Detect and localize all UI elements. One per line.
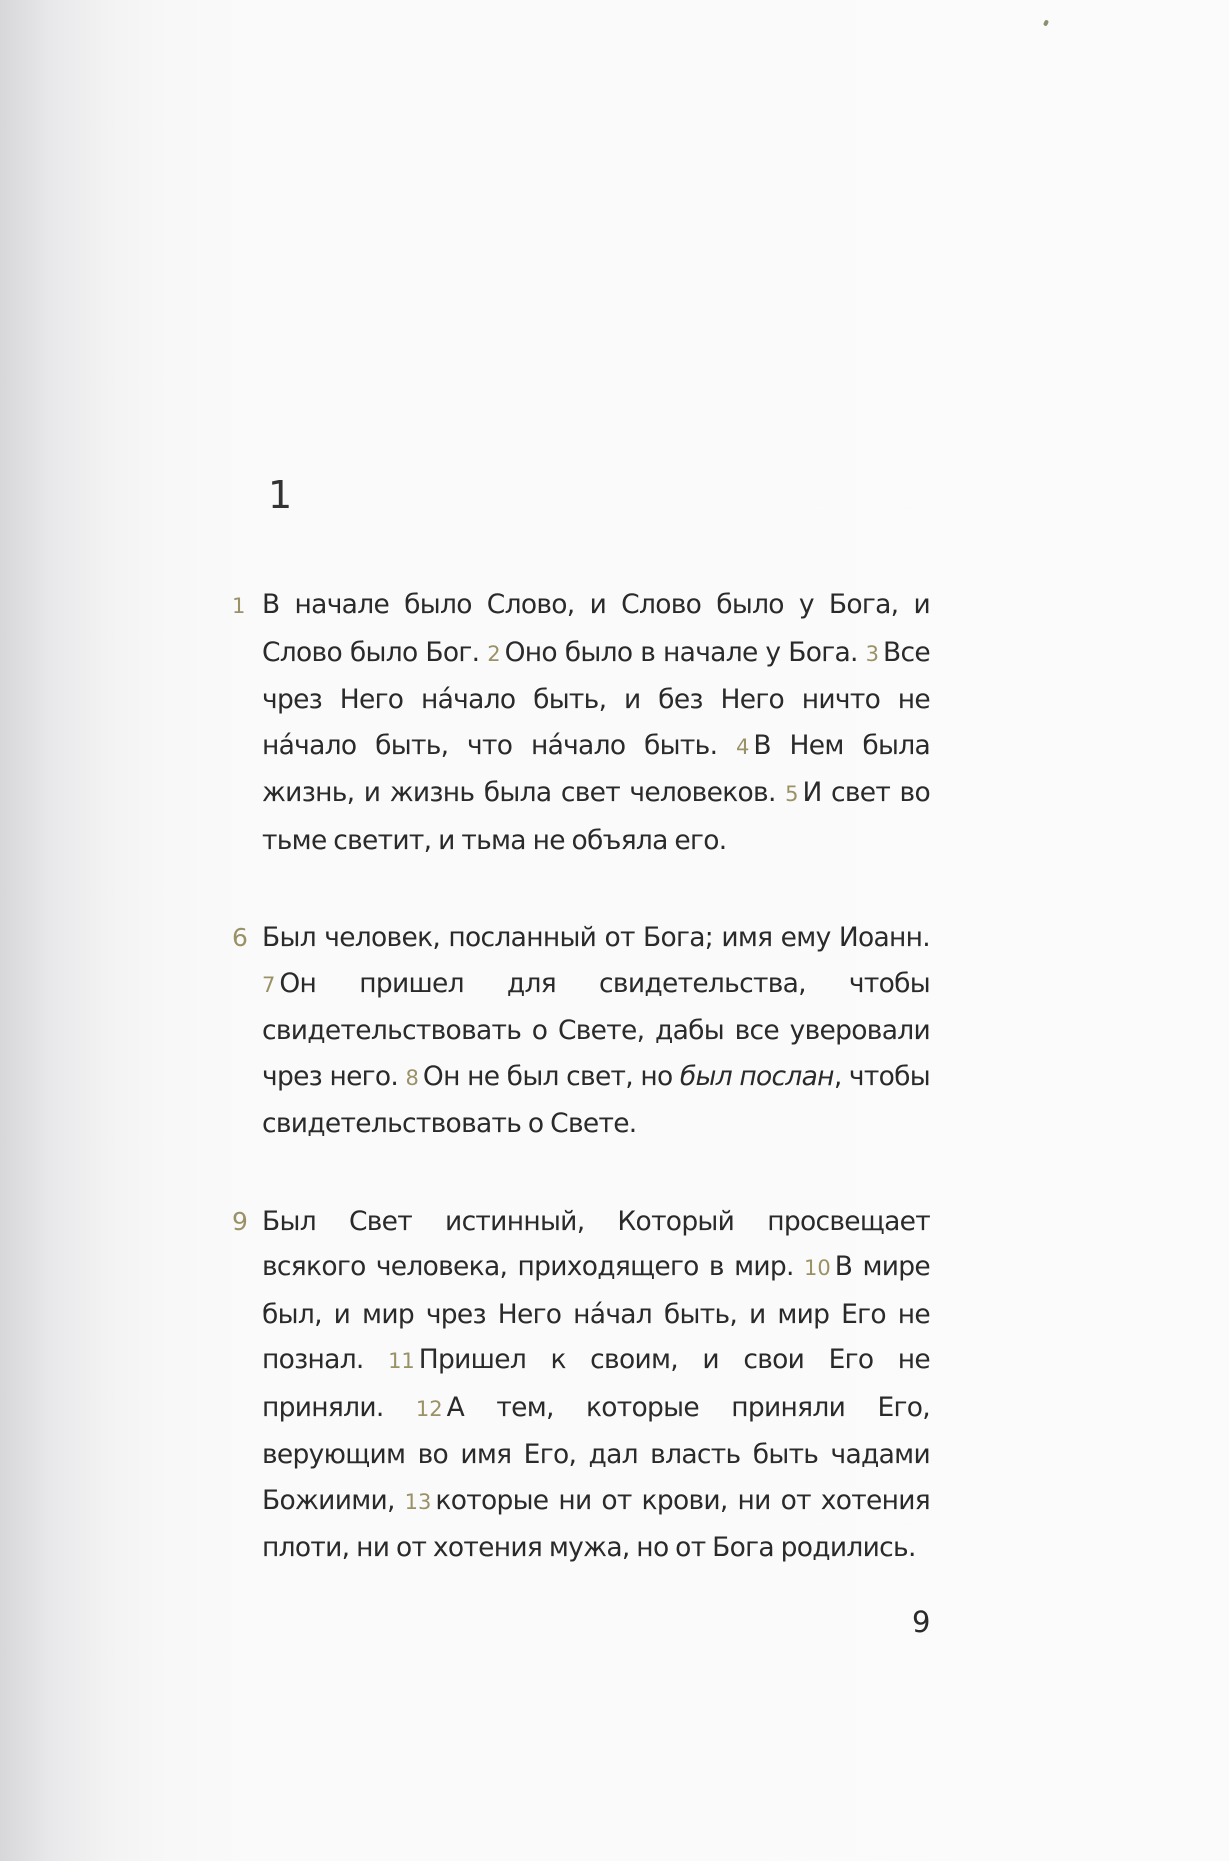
verse-text: Пришел к своим, и свои Его не приняли. bbox=[262, 1344, 930, 1423]
verse-number: 8 bbox=[405, 1065, 419, 1090]
paper-speck bbox=[1043, 19, 1049, 26]
verse-number: 12 bbox=[415, 1396, 443, 1421]
verse-text: А тем, которые приняли Его, верующим во имя Его, дал власть быть чадами Божиими, bbox=[262, 1391, 930, 1516]
verse-number: 5 bbox=[785, 782, 799, 806]
verse-number: 13 bbox=[404, 1489, 432, 1514]
paragraph-3 bbox=[232, 1199, 930, 1571]
verse-number: 2 bbox=[487, 641, 501, 666]
verse-text: Был Свет истинный, Который просвещает всякого человека, приходящего в мир. bbox=[262, 1205, 930, 1282]
verse-text: И свет во тьме светит, и тьма не объяла его. bbox=[262, 777, 930, 856]
paragraph-2 bbox=[232, 915, 930, 1147]
verse-number: 3 bbox=[865, 641, 880, 666]
verse-text: Оно было в начале у Бога. bbox=[504, 636, 866, 668]
verse-number: 10 bbox=[804, 1256, 831, 1280]
verse-text: Был человек, посланный от Бога; имя ему Иоанн. bbox=[262, 922, 930, 953]
verse-text: В Нем была жизнь, и жизнь была свет человеков. bbox=[262, 729, 930, 808]
verse-text: Все чрез Него на́чало быть, и без Него ничто не на́чало быть, что на́чало быть. bbox=[262, 636, 930, 761]
verse-number: 9 bbox=[232, 1206, 248, 1236]
text-column bbox=[232, 582, 930, 1623]
verse-number: 11 bbox=[388, 1349, 415, 1373]
verse-text: В начале было Слово, и Слово было у Бога, и Слово было Бог. bbox=[262, 589, 930, 668]
page-number: 9 bbox=[912, 1605, 931, 1639]
verse-italic-text: был послан bbox=[679, 1060, 834, 1092]
verse-text: которые ни от крови, ни от хотения плоти, ни от хотения мужа, но от Бога родились. bbox=[262, 1484, 930, 1563]
verse-text: Он пришел для свидетельства, чтобы свидетельствовать о Свете, дабы все уверовали чрез него. bbox=[262, 967, 930, 1092]
verse-text: , чтобы свидетельствовать о Свете. bbox=[262, 1060, 930, 1139]
verse-number: 6 bbox=[232, 923, 248, 952]
verse-text: В мире был, и мир чрез Него на́чал быть, и мир Его не познал. bbox=[262, 1251, 930, 1375]
verse-number: 4 bbox=[735, 734, 750, 759]
chapter-number: 1 bbox=[268, 473, 293, 517]
verse-number: 1 bbox=[232, 594, 246, 618]
verse-number: 7 bbox=[262, 972, 276, 997]
verse-text: Он не был свет, но bbox=[422, 1060, 680, 1092]
paragraph-1 bbox=[232, 582, 930, 863]
